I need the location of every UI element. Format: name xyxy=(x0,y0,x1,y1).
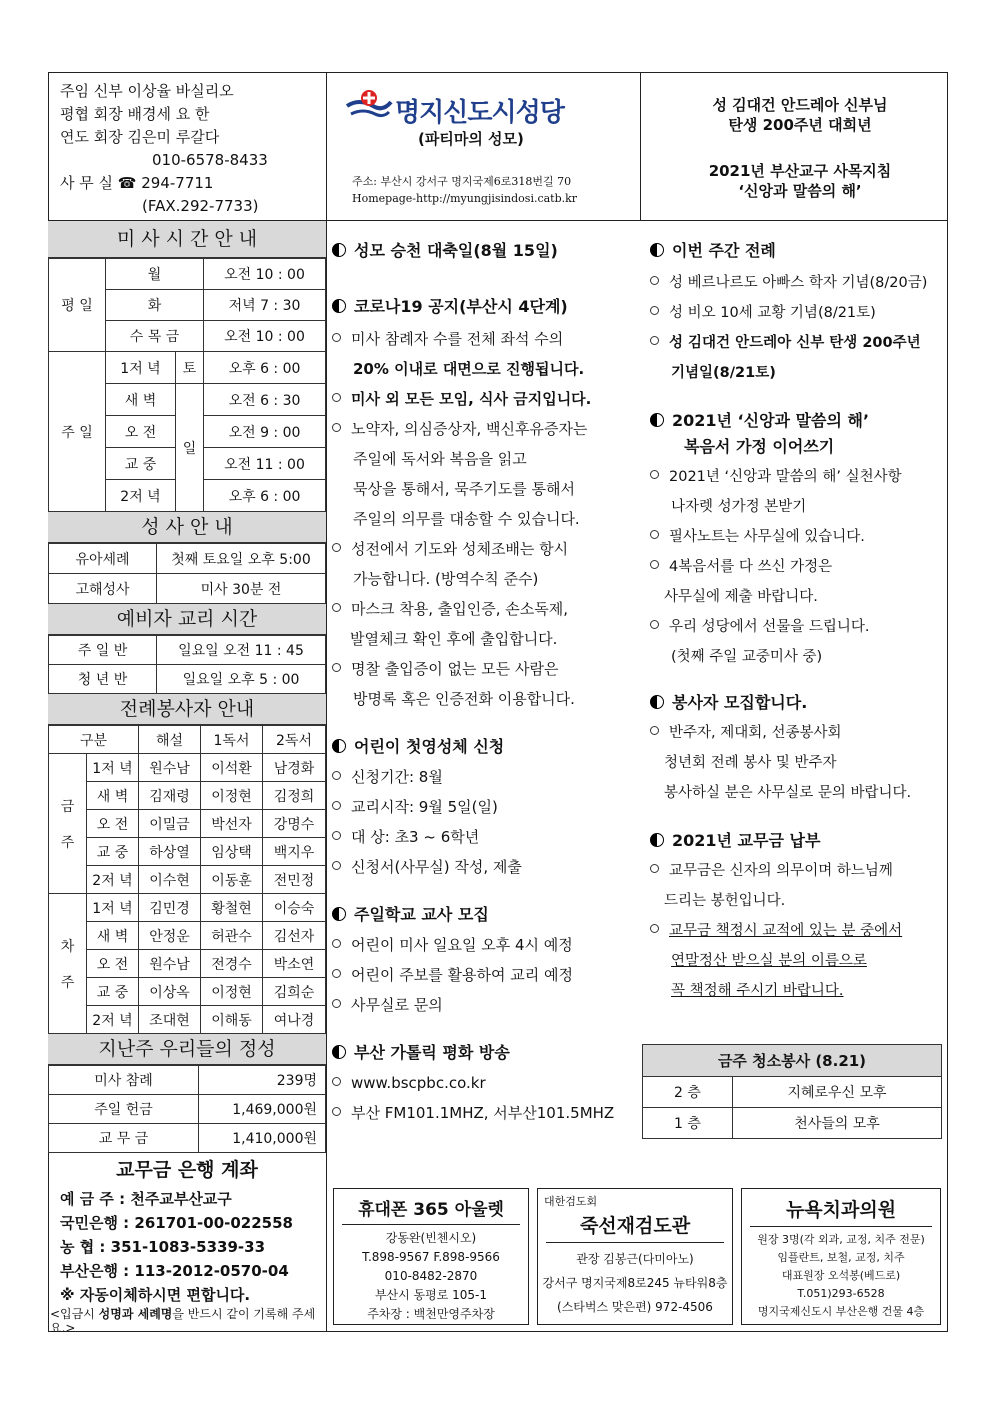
servers-mass: 오 전 xyxy=(87,950,139,978)
servers-person: 남경화 xyxy=(263,754,326,782)
servers-row xyxy=(49,978,326,1006)
bank-title: 교무금 은행 계좌 xyxy=(116,1159,258,1181)
broadcast-list: www.bscpbc.co.kr 부산 FM101.1MHZ, 서부산101.5MHZ xyxy=(332,1068,642,1128)
half-circle-icon xyxy=(650,833,664,847)
bullet-circle-icon xyxy=(650,560,659,569)
servers-mass: 새 벽 xyxy=(87,922,139,950)
servers-header: 구분 xyxy=(49,726,139,754)
church-name: 명지신도시성당 xyxy=(395,98,564,128)
mass-day: 일 xyxy=(176,384,204,512)
mass-name: 2저 녁 xyxy=(106,480,176,512)
servers-person: 김정희 xyxy=(263,782,326,810)
servers-person: 강명수 xyxy=(263,810,326,838)
bullet-circle-icon xyxy=(332,1107,341,1116)
servers-header: 해설 xyxy=(139,726,201,754)
theme-line-4: ‘신앙과 말씀의 해’ xyxy=(738,182,862,200)
catechism-name: 주 일 반 xyxy=(49,636,157,665)
mass-time: 오전 10 : 00 xyxy=(204,259,326,290)
servers-person: 이석환 xyxy=(201,754,263,782)
cleaning-table xyxy=(642,1044,942,1139)
ad-dental: 뉴욕치과의원 원장 3명(각 외과, 교정, 치주 전문) 임플란트, 보철, 교정, 치주 대표원장 오석봉(베드로) T.051)293-6528 명지국제신도시 부산은행 건물 4층 xyxy=(741,1188,941,1325)
catechism-title: 예비자 교리 시간 xyxy=(48,604,326,635)
bank-line: 부산은행 : 113-2012-0570-04 xyxy=(60,1262,289,1280)
mass-name: 오 전 xyxy=(106,416,176,448)
servers-person: 이동훈 xyxy=(201,866,263,894)
servers-person: 하상열 xyxy=(139,838,201,866)
covid-heading: 코로나19 공지(부산시 4단계) xyxy=(332,294,642,324)
half-circle-icon xyxy=(650,413,664,427)
bullet-circle-icon xyxy=(332,423,341,432)
left-column-divider xyxy=(326,72,327,1332)
header-staff-info xyxy=(60,80,268,218)
first-communion-list: 신청기간: 8월 교리시작: 9월 5일(일) 대 상: 초3 ~ 6학년 신청서(사무실) 작성, 제출 xyxy=(332,762,642,882)
mass-day: 화 xyxy=(106,290,204,321)
bank-note xyxy=(48,1307,326,1335)
servers-mass: 교 중 xyxy=(87,978,139,1006)
servers-mass: 1저 녁 xyxy=(87,894,139,922)
bullet-circle-icon xyxy=(650,864,659,873)
gospel-heading: 2021년 ‘신앙과 말씀의 해’ xyxy=(650,408,946,434)
bullet-circle-icon xyxy=(332,939,341,948)
bank-note-bold: 성명과 세례명 xyxy=(98,1307,173,1321)
bank-note-text: 을 반드시 같이 기록해 주세요.> xyxy=(50,1307,316,1335)
servers-person: 이밀금 xyxy=(139,810,201,838)
mass-time: 오전 9 : 00 xyxy=(204,416,326,448)
church-subtitle: (파티마의 성모) xyxy=(418,130,524,148)
servers-header: 1독서 xyxy=(201,726,263,754)
offering-value: 1,469,000원 xyxy=(199,1095,326,1124)
assoc-president: 연도 회장 김은미 루갈다 xyxy=(60,128,220,146)
servers-row xyxy=(49,1006,326,1034)
ad-kendo: 대한검도회 죽선재검도관 관장 김봉근(다미아노) 강서구 명지국제8로245 뉴타워8층 (스타벅스 맞은편) 972-4506 xyxy=(537,1188,733,1325)
bullet-circle-icon xyxy=(332,831,341,840)
bullet-circle-icon xyxy=(332,771,341,780)
servers-person: 임상택 xyxy=(201,838,263,866)
servers-person: 황철현 xyxy=(201,894,263,922)
header-theme xyxy=(655,95,945,201)
bullet-circle-icon xyxy=(332,333,341,342)
broadcast-heading: 부산 가톨릭 평화 방송 xyxy=(332,1040,642,1068)
servers-row xyxy=(49,922,326,950)
church-address: 주소: 부산시 강서구 명지국제6로318번길 70 xyxy=(352,175,572,188)
servers-person: 여나경 xyxy=(263,1006,326,1034)
servers-person: 백지우 xyxy=(263,838,326,866)
servers-person: 원수남 xyxy=(139,754,201,782)
mass-time: 오전 6 : 30 xyxy=(204,384,326,416)
mass-time: 오후 6 : 00 xyxy=(204,480,326,512)
sacrament-title: 성 사 안 내 xyxy=(48,512,326,543)
gospel-list: 2021년 ‘신앙과 말씀의 해’ 실천사항 나자렛 성가정 본받기 필사노트는 사무실에 있습니다. 4복음서를 다 쓰신 가정은 사무실에 제출 바랍니다. 우리 성당에서 선물을 드립니다. (첫째 주일 교중미사 중) xyxy=(650,462,946,672)
half-circle-icon xyxy=(332,299,346,313)
servers-person: 김재령 xyxy=(139,782,201,810)
servers-row xyxy=(49,950,326,978)
mass-time: 오후 6 : 00 xyxy=(204,352,326,384)
servers-row xyxy=(49,754,326,782)
half-circle-icon xyxy=(332,1045,346,1059)
bullet-circle-icon xyxy=(650,276,659,285)
servers-person: 이승숙 xyxy=(263,894,326,922)
servers-person: 허관수 xyxy=(201,922,263,950)
liturgy-heading: 이번 주간 전례 xyxy=(650,238,946,268)
servers-person: 김선자 xyxy=(263,922,326,950)
servers-mass: 새 벽 xyxy=(87,782,139,810)
offering-title: 지난주 우리들의 정성 xyxy=(48,1034,326,1065)
bullet-circle-icon xyxy=(650,530,659,539)
bullet-circle-icon xyxy=(332,663,341,672)
half-circle-icon xyxy=(332,907,346,921)
bullet-circle-icon xyxy=(650,620,659,629)
mass-times-title: 미 사 시 간 안 내 xyxy=(48,221,326,258)
servers-person: 원수남 xyxy=(139,950,201,978)
servers-header: 2독서 xyxy=(263,726,326,754)
office-fax: (FAX.292-7733) xyxy=(142,197,259,215)
mass-times-table xyxy=(48,258,326,512)
servers-person: 박선자 xyxy=(201,810,263,838)
bank-line: 국민은행 : 261701-00-022558 xyxy=(60,1214,293,1232)
mass-name: 새 벽 xyxy=(106,384,176,416)
half-circle-icon xyxy=(650,243,664,257)
sunday-school-heading: 주일학교 교사 모집 xyxy=(332,902,642,930)
sacrament-value: 첫째 토요일 오후 5:00 xyxy=(157,544,326,574)
mass-day: 월 xyxy=(106,259,204,290)
mass-time: 저녁 7 : 30 xyxy=(204,290,326,321)
offering-name: 교 무 금 xyxy=(49,1124,199,1153)
catechism-value: 일요일 오전 11 : 45 xyxy=(157,636,326,665)
cleaning-title: 금주 청소봉사 (8.21) xyxy=(643,1045,942,1077)
pastor: 주임 신부 이상율 바실리오 xyxy=(60,82,234,100)
mass-time: 오전 10 : 00 xyxy=(204,321,326,352)
volunteer-list: 반주자, 제대회, 선종봉사회 청년회 전례 봉사 및 반주자 봉사하실 분은 사무실로 문의 바랍니다. xyxy=(650,718,946,808)
catechism-value: 일요일 오후 5 : 00 xyxy=(157,665,326,694)
servers-person: 이해동 xyxy=(201,1006,263,1034)
servers-mass: 오 전 xyxy=(87,810,139,838)
servers-person: 김민경 xyxy=(139,894,201,922)
sunday-school-list: 어린이 미사 일요일 오후 4시 예정 어린이 주보를 활용하여 교리 예정 사무실로 문의 xyxy=(332,930,642,1020)
servers-person: 안정운 xyxy=(139,922,201,950)
servers-person: 조대현 xyxy=(139,1006,201,1034)
cleaning-floor: 2 층 xyxy=(643,1077,733,1108)
half-circle-icon xyxy=(332,243,346,257)
half-circle-icon xyxy=(332,739,346,753)
bullet-circle-icon xyxy=(332,603,341,612)
cleaning-group: 지혜로우신 모후 xyxy=(733,1077,942,1108)
servers-mass: 2저 녁 xyxy=(87,1006,139,1034)
servers-table xyxy=(48,725,326,1034)
servers-person: 전경수 xyxy=(201,950,263,978)
sacrament-table xyxy=(48,543,326,604)
left-column xyxy=(48,221,326,1335)
dues-heading: 2021년 교무금 납부 xyxy=(650,828,946,856)
servers-row xyxy=(49,782,326,810)
first-communion-heading: 어린이 첫영성체 신청 xyxy=(332,734,642,762)
bullet-circle-icon xyxy=(332,801,341,810)
bullet-circle-icon xyxy=(332,999,341,1008)
servers-mass: 교 중 xyxy=(87,838,139,866)
bullet-circle-icon xyxy=(332,393,341,402)
bullet-circle-icon xyxy=(332,1077,341,1086)
bullet-circle-icon xyxy=(650,336,659,345)
catechism-table xyxy=(48,635,326,694)
half-circle-icon xyxy=(650,695,664,709)
header-right-divider xyxy=(640,72,641,220)
church-homepage[interactable]: Homepage-http://myungjisindosi.catb.kr xyxy=(352,192,578,205)
theme-line-1: 성 김대건 안드레아 신부님 xyxy=(712,96,888,114)
offering-value: 239명 xyxy=(199,1066,326,1095)
bank-note-text: <입금시 xyxy=(50,1307,99,1321)
catechism-name: 청 년 반 xyxy=(49,665,157,694)
gospel-heading-2: 복음서 가정 이어쓰기 xyxy=(684,437,835,456)
sunday-label: 주 일 xyxy=(49,352,106,512)
office-phone: 사 무 실 ☎ 294-7711 xyxy=(60,174,214,192)
servers-row xyxy=(49,894,326,922)
broadcast-link[interactable]: www.bscpbc.co.kr xyxy=(351,1074,486,1092)
week-label: 차 주 xyxy=(49,894,87,1034)
servers-person: 이정현 xyxy=(201,782,263,810)
offering-value: 1,410,000원 xyxy=(199,1124,326,1153)
servers-row xyxy=(49,838,326,866)
bank-accounts xyxy=(48,1187,326,1307)
mass-time: 오전 11 : 00 xyxy=(204,448,326,480)
theme-line-3: 2021년 부산교구 사목지침 xyxy=(708,162,892,180)
bullet-circle-icon xyxy=(650,470,659,479)
covid-list: 미사 참례자 수를 전체 좌석 수의 20% 이내로 대면으로 진행됩니다. 미사 외 모든 모임, 식사 금지입니다. 노약자, 의심증상자, 백신후유증자는 주일에 독서와 복음을 읽고 묵상을 통해서, 묵주기도를 통해서 주일의 의무를 대송할 수 있습니다. 성전에서 기도와 성체조배는 항시 가능합니다. (방역수칙 준수) 마스크 착용, 출입인증, 손소독제, 발열체크 확인 후에 출입합니다. 명찰 출입증이 없는 모든 사람은 방명록 혹은 인증전화 이용합니다. xyxy=(332,324,642,714)
right-column xyxy=(650,238,946,1006)
servers-mass: 2저 녁 xyxy=(87,866,139,894)
bank-line: 농 협 : 351-1083-5339-33 xyxy=(60,1238,266,1256)
servers-person: 김희순 xyxy=(263,978,326,1006)
offering-name: 미사 참례 xyxy=(49,1066,199,1095)
theme-line-2: 탄생 200주년 대희년 xyxy=(728,116,872,134)
cleaning-group: 천사들의 모후 xyxy=(733,1108,942,1139)
cleaning-floor: 1 층 xyxy=(643,1108,733,1139)
bank-line: 예 금 주 : 천주교부산교구 xyxy=(60,1190,232,1208)
servers-person: 이상옥 xyxy=(139,978,201,1006)
bank-line: ※ 자동이체하시면 편합니다. xyxy=(60,1286,251,1304)
middle-column xyxy=(332,238,642,1128)
mass-day: 수 목 금 xyxy=(106,321,204,352)
bullet-circle-icon xyxy=(650,726,659,735)
bullet-circle-icon xyxy=(332,861,341,870)
bullet-circle-icon xyxy=(332,969,341,978)
bullet-circle-icon xyxy=(332,543,341,552)
offering-name: 주일 헌금 xyxy=(49,1095,199,1124)
week-label: 금 주 xyxy=(49,754,87,894)
sacrament-value: 미사 30분 전 xyxy=(157,574,326,604)
offering-table xyxy=(48,1065,326,1153)
bullet-circle-icon xyxy=(650,924,659,933)
mass-day: 토 xyxy=(176,352,204,384)
servers-row xyxy=(49,866,326,894)
mass-name: 1저 녁 xyxy=(106,352,176,384)
servers-title: 전례봉사자 안내 xyxy=(48,694,326,725)
bullet-circle-icon xyxy=(650,306,659,315)
assoc-phone: 010-6578-8433 xyxy=(152,151,268,169)
servers-mass: 1저 녁 xyxy=(87,754,139,782)
church-logo-icon xyxy=(345,88,393,124)
servers-row xyxy=(49,810,326,838)
mass-name: 교 중 xyxy=(106,448,176,480)
weekday-label: 평 일 xyxy=(49,259,106,352)
sacrament-name: 고해성사 xyxy=(49,574,157,604)
liturgy-list: 성 베르나르도 아빠스 학자 기념(8/20금) 성 비오 10세 교황 기념(8/21토) 성 김대건 안드레아 신부 탄생 200주년 기념일(8/21토) xyxy=(650,268,946,388)
servers-person: 이수현 xyxy=(139,866,201,894)
dues-list: 교무금은 신자의 의무이며 하느님께 드리는 봉헌입니다. 교무금 책정시 교적에 있는 분 중에서 연말정산 받으실 분의 이름으로 꼭 책정해 주시기 바랍니다. xyxy=(650,856,946,1006)
servers-person: 전민정 xyxy=(263,866,326,894)
sacrament-name: 유아세례 xyxy=(49,544,157,574)
servers-person: 박소연 xyxy=(263,950,326,978)
volunteer-heading: 봉사자 모집합니다. xyxy=(650,690,946,718)
assumption-heading: 성모 승천 대축일(8월 15일) xyxy=(332,238,642,272)
council-president: 평협 회장 배경세 요 한 xyxy=(60,105,210,123)
servers-person: 이정현 xyxy=(201,978,263,1006)
ad-phone-outlet: 휴대폰 365 아울렛 강동완(빈첸시오) T.898-9567 F.898-9566 010-8482-2870 부산시 동평로 105-1 주차장 : 백천만영주차장 xyxy=(333,1188,529,1325)
